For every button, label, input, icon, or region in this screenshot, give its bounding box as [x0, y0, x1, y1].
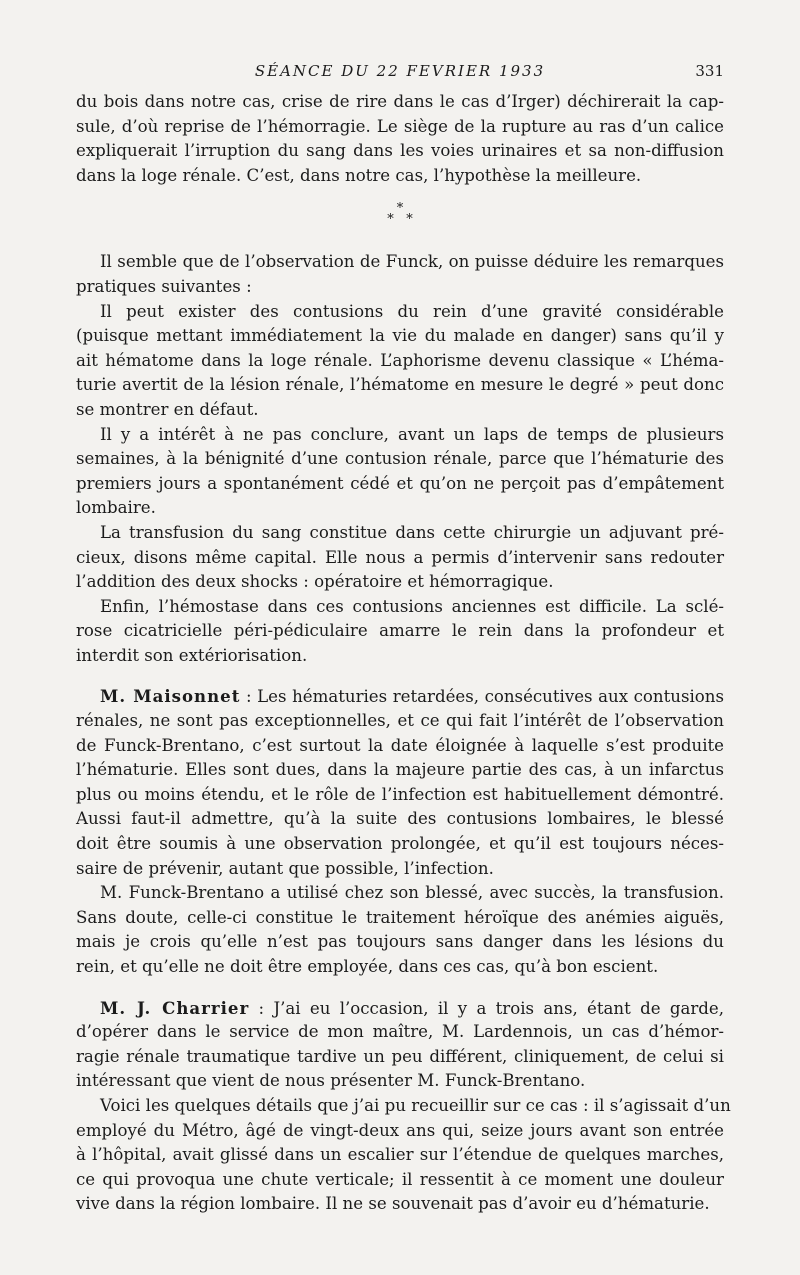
- text-line: du bois dans notre cas, crise de rire dans le cas d’Irger) déchirerait la cap-: [76, 92, 724, 111]
- text-line: [76, 996, 724, 1021]
- text-line: mais je crois qu’elle n’est pas toujours sans danger dans les lésions du: [76, 932, 724, 952]
- speaker-text: : Les hématuries retardées, consécutives aux contusions: [240, 687, 724, 707]
- asterism-top: *: [396, 201, 404, 217]
- text-line: Sans doute, celle-ci constitue le traitement héroïque des anémies aiguës,: [76, 907, 724, 927]
- speaker-name: M. Maisonnet: [100, 686, 241, 707]
- text-line: ce qui provoqua une chute verticale; il ressentit à ce moment une douleur: [76, 1169, 724, 1189]
- text-line: interdit son extériorisation.: [76, 645, 308, 665]
- text-line: Voici les quelques détails que j’ai pu recueillir sur ce cas : il s’agissait d’un: [100, 1095, 731, 1115]
- paragraph-charrier: [76, 996, 724, 1094]
- paragraph-10: [76, 1094, 731, 1217]
- page-number: 331: [695, 62, 724, 80]
- paragraph-8: [76, 881, 724, 979]
- text-line: saire de prévenir, autant que possible, l’infection.: [76, 858, 494, 878]
- text-line: employé du Métro, âgé de vingt-deux ans qui, seize jours avant son entrée: [76, 1120, 724, 1140]
- text-line: doit être soumis à une observation prolongée, et qu’il est toujours néces-: [76, 834, 724, 854]
- text-line: rein, et qu’elle ne doit être employée, dans ces cas, qu’à bon escient.: [76, 957, 659, 976]
- section-break: [76, 188, 724, 250]
- body-text: [76, 90, 731, 1217]
- asterism-bottom: * *: [387, 212, 413, 228]
- text-line: Il semble que de l’observation de Funck, on puisse déduire les remarques: [100, 252, 724, 272]
- text-line: (puisque mettant immédiatement la vie du malade en danger) sans qu’il y: [76, 326, 724, 346]
- text-line: cieux, disons même capital. Elle nous a permis d’intervenir sans redouter: [76, 547, 724, 567]
- paragraph-6: [76, 595, 724, 669]
- speaker-text: : J’ai eu l’occasion, il y a trois ans, étant de garde,: [249, 998, 725, 1018]
- text-line: sule, d’où reprise de l’hémorragie. Le siège de la rupture au ras d’un calice: [76, 116, 724, 136]
- text-line: semaines, à la bénignité d’une contusion rénale, parce que l’hématurie des: [76, 449, 724, 469]
- text-line: pratiques suivantes :: [76, 276, 252, 296]
- text-line: [76, 684, 724, 709]
- paragraph-4: [76, 423, 724, 521]
- page-header: [76, 62, 724, 86]
- text-line: M. Funck-Brentano a utilisé chez son blessé, avec succès, la transfusion.: [100, 883, 724, 903]
- text-line: à l’hôpital, avait glissé dans un escalier sur l’étendue de quelques marches,: [76, 1145, 724, 1165]
- text-line: l’hématurie. Elles sont dues, dans la majeure partie des cas, à un infarctus: [76, 760, 724, 780]
- text-line: l’addition des deux shocks : opératoire et hémorragique.: [76, 572, 554, 592]
- text-line: premiers jours a spontanément cédé et qu’on ne perçoit pas d’empâtement: [76, 473, 724, 493]
- text-line: dans la loge rénale. C’est, dans notre cas, l’hypothèse la meilleure.: [76, 165, 642, 185]
- text-line: d’opérer dans le service de mon maître, M. Lardennois, un cas d’hémor-: [76, 1022, 724, 1042]
- text-line: expliquerait l’irruption du sang dans les voies urinaires et sa non-diffusion: [76, 141, 724, 161]
- text-line: rénales, ne sont pas exceptionnelles, et ce qui fait l’intérêt de l’observation: [76, 711, 724, 731]
- text-line: lombaire.: [76, 498, 156, 518]
- paragraph-gap: [76, 980, 724, 996]
- text-line: vive dans la région lombaire. Il ne se souvenait pas d’avoir eu d’hématurie.: [76, 1194, 710, 1214]
- text-line: se montrer en défaut.: [76, 399, 259, 419]
- paragraph-3: [76, 300, 724, 423]
- speaker-name: M. J. Charrier: [100, 997, 250, 1018]
- running-head: SÉANCE DU 22 FEVRIER 1933: [254, 62, 546, 80]
- text-line: ait hématome dans la loge rénale. L’aphorisme devenu classique « L’héma-: [76, 350, 724, 370]
- text-line: plus ou moins étendu, et le rôle de l’infection est habituellement démontré.: [76, 784, 724, 804]
- text-line: ragie rénale traumatique tardive un peu différent, cliniquement, de celui si: [76, 1046, 724, 1066]
- text-line: intéressant que vient de nous présenter M. Funck-Brentano.: [76, 1071, 586, 1091]
- text-line: Aussi faut-il admettre, qu’à la suite des contusions lombaires, le blessé: [76, 809, 724, 829]
- text-line: Il y a intérêt à ne pas conclure, avant un laps de temps de plusieurs: [100, 424, 724, 444]
- paragraph-5: [76, 521, 724, 595]
- paragraph-2: [76, 250, 724, 299]
- paragraph-maisonnet: [76, 684, 724, 881]
- text-line: Il peut exister des contusions du rein d’une gravité considérable: [100, 301, 724, 321]
- paragraph-gap: [76, 668, 724, 684]
- paragraph-1: [76, 90, 724, 188]
- text-line: de Funck-Brentano, c’est surtout la date éloignée à laquelle s’est produite: [76, 735, 724, 755]
- text-line: rose cicatricielle péri-pédiculaire amarre le rein dans la profondeur et: [76, 621, 724, 641]
- text-line: La transfusion du sang constitue dans cette chirurgie un adjuvant pré-: [100, 522, 724, 542]
- text-line: turie avertit de la lésion rénale, l’hématome en mesure le degré » peut donc: [76, 375, 724, 395]
- text-line: Enfin, l’hémostase dans ces contusions anciennes est difficile. La sclé-: [100, 596, 724, 616]
